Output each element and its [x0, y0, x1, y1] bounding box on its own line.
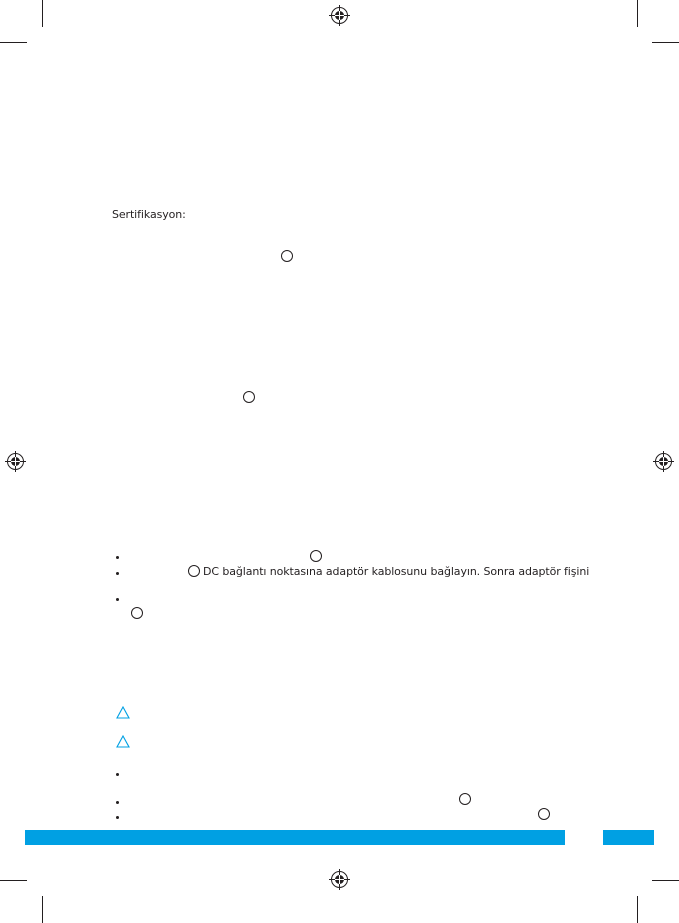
crop-mark-top-left-h	[0, 42, 27, 43]
footer-accent-bar	[25, 830, 654, 845]
warning-triangle-icon	[116, 706, 130, 719]
reference-circle-icon	[459, 793, 471, 805]
crop-mark-bottom-right-v	[637, 896, 638, 923]
crop-mark-top-left-v	[42, 0, 43, 27]
crop-mark-top-right-v	[637, 0, 638, 27]
list-bullet	[116, 572, 119, 575]
dc-connection-step-text: DC bağlantı noktasına adaptör kablosunu bağlayın. Sonra adaptör fişini	[203, 565, 590, 578]
reference-circle-icon	[243, 391, 255, 403]
registration-mark-right-icon	[653, 451, 674, 472]
list-bullet	[116, 598, 119, 601]
registration-mark-left-icon	[5, 451, 26, 472]
reference-circle-icon	[538, 808, 550, 820]
warning-triangle-icon	[116, 735, 130, 748]
registration-mark-top-icon	[329, 5, 350, 26]
registration-mark-bottom-icon	[329, 869, 350, 890]
crop-mark-bottom-right-h	[652, 880, 679, 881]
page-number-box	[565, 830, 603, 845]
crop-mark-top-right-h	[652, 42, 679, 43]
reference-circle-icon	[310, 550, 322, 562]
certification-label: Sertifikasyon:	[112, 208, 186, 221]
reference-circle-icon	[131, 607, 143, 619]
crop-mark-bottom-left-v	[42, 896, 43, 923]
list-bullet	[116, 801, 119, 804]
reference-circle-icon	[281, 250, 293, 262]
list-bullet	[116, 816, 119, 819]
reference-circle-icon	[188, 565, 200, 577]
crop-mark-bottom-left-h	[0, 880, 27, 881]
list-bullet	[116, 773, 119, 776]
list-bullet	[116, 556, 119, 559]
